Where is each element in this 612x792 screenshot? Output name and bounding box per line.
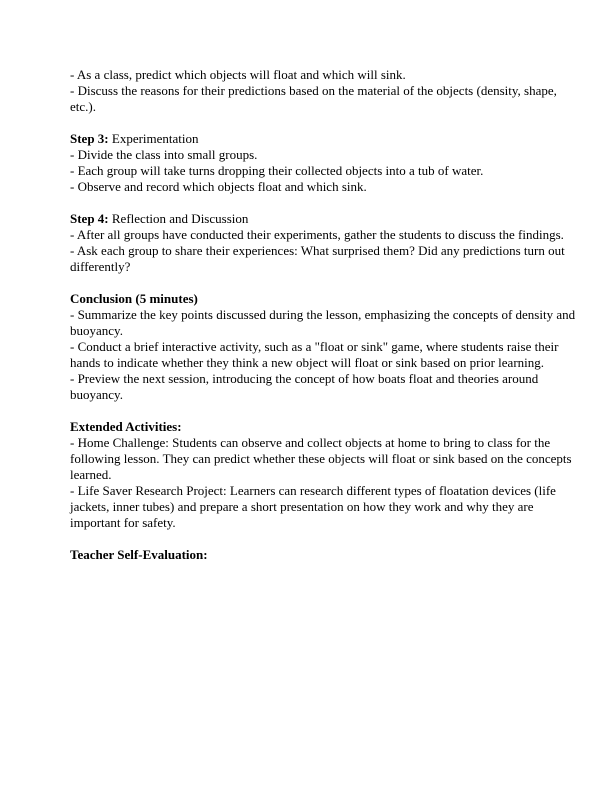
text-line [70, 147, 552, 163]
regular-run: - Life Saver Research Project: Learners can research different types of floatation devices (life [70, 483, 556, 498]
text-line [70, 323, 552, 339]
regular-run: - After all groups have conducted their experiments, gather the students to discuss the findings. [70, 227, 564, 242]
text-line [70, 227, 564, 243]
text-line [70, 483, 556, 499]
text-line [70, 355, 552, 371]
regular-run: - Preview the next session, introducing the concept of how boats float and theories around [70, 371, 539, 386]
paragraph-extended-activities [70, 419, 572, 531]
regular-run: jackets, inner tubes) and prepare a short presentation on how they work and why they are [70, 499, 534, 514]
text-line [70, 371, 552, 387]
step-3-title: Experimentation [108, 131, 199, 146]
regular-run: learned. [70, 467, 112, 482]
regular-run: important for safety. [70, 515, 176, 530]
regular-run: following lesson. They can predict whether these objects will float or sink based on the concepts [70, 451, 572, 466]
paragraph-step-3 [70, 131, 552, 195]
text-line [70, 339, 559, 355]
paragraph-predictions [70, 67, 557, 115]
paragraph-conclusion [70, 291, 576, 403]
regular-run: - As a class, predict which objects will float and which will sink. [70, 67, 406, 82]
paragraph-step-4 [70, 211, 565, 275]
conclusion-heading-text: Conclusion (5 minutes) [70, 291, 198, 306]
text-line [70, 307, 576, 323]
section-heading-step-3 [70, 131, 552, 147]
step-4-title: Reflection and Discussion [108, 211, 249, 226]
regular-run: - Ask each group to share their experiences: What surprised them? Did any predictions turn out [70, 243, 565, 258]
regular-run: - Observe and record which objects float and which sink. [70, 179, 367, 194]
paragraph-teacher-self-evaluation [70, 547, 552, 563]
regular-run: hands to indicate whether they think a new object will float or sink based on prior learning. [70, 355, 545, 370]
regular-run: - Each group will take turns dropping their collected objects into a tub of water. [70, 163, 484, 178]
regular-run: - Discuss the reasons for their predictions based on the material of the objects (density, shape, [70, 83, 557, 98]
regular-run: - Summarize the key points discussed during the lesson, emphasizing the concepts of density and [70, 307, 576, 322]
text-line [70, 67, 552, 83]
text-line [70, 163, 552, 179]
section-heading-extended-activities [70, 419, 552, 435]
regular-run: - Divide the class into small groups. [70, 147, 258, 162]
teacher-self-evaluation-heading-text: Teacher Self-Evaluation: [70, 547, 208, 562]
text-line [70, 259, 552, 275]
text-line [70, 179, 552, 195]
regular-run: buoyancy. [70, 387, 123, 402]
text-line [70, 451, 572, 467]
document-content [70, 67, 576, 579]
regular-run: - Conduct a brief interactive activity, such as a "float or sink" game, where students raise their [70, 339, 559, 354]
step-3-label: Step 3: [70, 131, 109, 146]
regular-run: differently? [70, 259, 131, 274]
regular-run: etc.). [70, 99, 96, 114]
regular-run: buoyancy. [70, 323, 123, 338]
text-line [70, 435, 552, 451]
section-heading-conclusion [70, 291, 552, 307]
step-4-label: Step 4: [70, 211, 109, 226]
section-heading-teacher-self-evaluation [70, 547, 552, 563]
text-line [70, 515, 552, 531]
extended-activities-heading-text: Extended Activities: [70, 419, 182, 434]
section-heading-step-4 [70, 211, 552, 227]
text-line [70, 83, 557, 99]
regular-run: - Home Challenge: Students can observe and collect objects at home to bring to class for the [70, 435, 551, 450]
text-line [70, 387, 552, 403]
text-line [70, 99, 552, 115]
text-line [70, 467, 552, 483]
text-line [70, 499, 552, 515]
text-line [70, 243, 565, 259]
